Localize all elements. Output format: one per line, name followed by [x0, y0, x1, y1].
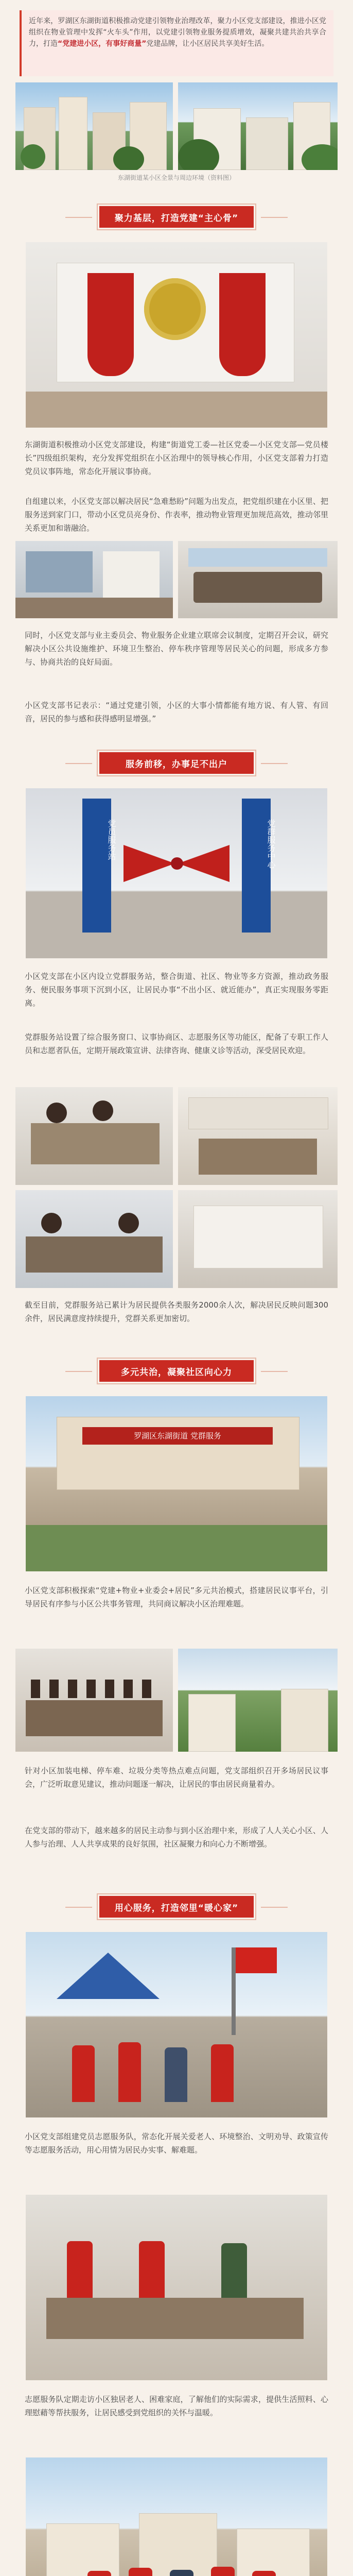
- section-title-1: 聚力基层，打造党建“主心骨”: [114, 213, 239, 224]
- section3-paragraph-3: 在党支部的带动下，越来越多的居民主动参与到小区治理中来，形成了人人关心小区、人人参与治理、人人共享成果的良好氛围，社区凝聚力和向心力不断增强。: [25, 1826, 328, 1849]
- volunteer-service-photo: [26, 2195, 327, 2380]
- section2-paragraph-3: 截至目前，党群服务站已累计为居民提供各类服务2000余人次，解决居民反映问题300余件，居民满意度持续提升，党群关系更加密切。: [25, 1300, 328, 1323]
- intro-box: [20, 10, 333, 76]
- section-banner-4: [99, 1896, 254, 1918]
- group-photo: [26, 2458, 327, 2576]
- plate-left-text: 党员服务站: [107, 819, 116, 860]
- meeting-room-photo-left: [15, 541, 173, 618]
- party-room-photo: [26, 242, 327, 428]
- section3-paragraph-1: 小区党支部积极探索“党建+物业+业委会+居民”多元共治模式，搭建居民议事平台，引导居民有序参与小区公共事务管理，共同商议解决小区治理难题。: [25, 1586, 328, 1608]
- section-title-2: 服务前移，办事足不出户: [126, 759, 227, 770]
- service-desk-photo-4: [178, 1190, 338, 1288]
- section4-paragraph-2: 志愿服务队定期走访小区独居老人、困难家庭，了解他们的实际需求，提供生活照料、心理慰藉等帮扶服务，让居民感受到党组织的关怀与温暖。: [25, 2395, 328, 2417]
- community-building-photo: [26, 1396, 327, 1571]
- intro-highlight: “党建进小区，有事好商量”: [58, 40, 147, 48]
- section3-paragraph-2: 针对小区加装电梯、停车难、垃圾分类等热点难点问题，党支部组织召开多场居民议事会，广泛听取意见建议，推动问题逐一解决，让居民的事由居民商量着办。: [25, 1766, 328, 1789]
- section-banner-1: [99, 206, 254, 228]
- intro-paragraph: [29, 15, 326, 49]
- service-desk-photo-3: [15, 1190, 173, 1288]
- section1-paragraph-2: 自组建以来，小区党支部以解决居民“急难愁盼”问题为出发点，把党组织建在小区里、把服务送到家门口，带动小区党员亮身份、作表率，推动物业管理更加规范高效，推动邻里关系更加和谐融洽。: [25, 497, 328, 533]
- section-banner-3: [99, 1360, 254, 1382]
- plate-right-text: 党群服务中心: [266, 819, 276, 869]
- photo-caption: 东湖街道某小区全景与周边环境（资料图）: [117, 174, 235, 181]
- residential-photo-left: [15, 82, 173, 170]
- section1-paragraph-4: 小区党支部书记表示：“通过党建引领，小区的大事小情都能有地方说、有人管、有回音，居民的参与感和获得感明显增强。”: [25, 701, 328, 723]
- section2-paragraph-1: 小区党支部在小区内设立党群服务站，整合街道、社区、物业等多方资源，推动政务服务、便民服务事项下沉到小区，让居民办事“不出小区、就近能办”，真正实现服务零距离。: [25, 972, 328, 1008]
- volunteer-tent-photo: [26, 1932, 327, 2117]
- section4-paragraph-1: 小区党支部组建党员志愿服务队，常态化开展关爱老人、环境整治、文明劝导、政策宣传等志愿服务活动，用心用情为居民办实事、解难题。: [25, 2132, 328, 2155]
- section1-paragraph-1: 东湖街道积极推动小区党支部建设，构建“街道党工委—社区党委—小区党支部—党员楼长”四级组织架构，充分发挥党组织在小区治理中的领导核心作用，小区党支部着力打造党员议事阵地，常态化开展议事协商。: [25, 440, 328, 476]
- section-title-4: 用心服务，打造邻里“暖心家”: [114, 1903, 239, 1913]
- service-station-photo: [26, 788, 327, 958]
- intro-text-end: 党建品牌，让小区居民共享美好生活。: [146, 40, 269, 48]
- section-title-3: 多元共治，凝聚社区向心力: [121, 1367, 232, 1378]
- intro-text: 近年来，罗湖区东湖街道积极推动党建引领物业治理改革，聚力小区党支部建设，推进小区党组织在物业管理中发挥“火车头”作用，以党建引领物业服务提质增效，凝聚共建共治共享合力，打造: [29, 17, 326, 48]
- residents-meeting-photo: [15, 1649, 173, 1752]
- courtyard-photo: [178, 1649, 338, 1752]
- building-signboard: 罗湖区东湖街道 党群服务: [82, 1427, 273, 1445]
- residential-photo-right: [178, 82, 338, 170]
- meeting-room-photo-right: [178, 541, 338, 618]
- section1-paragraph-3: 同时，小区党支部与业主委员会、物业服务企业建立联席会议制度，定期召开会议，研究解决小区公共设施维护、环境卫生整治、停车秩序管理等居民关心的问题，形成多方参与、协商共治的良好局面。: [25, 631, 328, 667]
- section2-paragraph-2: 党群服务站设置了综合服务窗口、议事协商区、志愿服务区等功能区，配备了专职工作人员和志愿者队伍，定期开展政策宣讲、法律咨询、健康义诊等活动，深受居民欢迎。: [25, 1032, 328, 1055]
- service-desk-photo-2: [178, 1087, 338, 1185]
- section-banner-2: [99, 752, 254, 774]
- service-desk-photo-1: [15, 1087, 173, 1185]
